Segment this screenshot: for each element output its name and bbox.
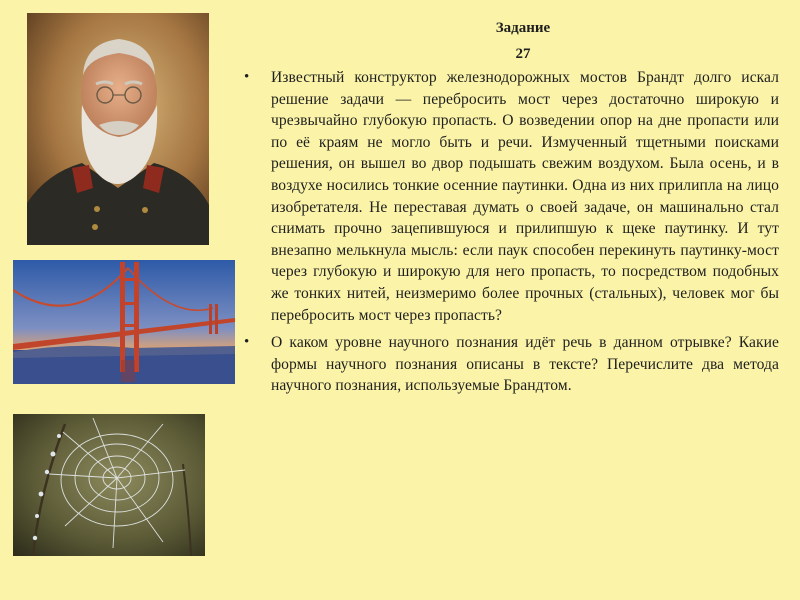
bridge-image xyxy=(13,260,235,384)
paragraph-story-text: Известный конструктор железнодорожных мостов Брандт долго искал решение задачи — перебросить мост через достаточно широкую и чрезвычайно глубокую пропасть. О возведении опор на дне пропасти или по её краям не могло быть и речи. Измученный тщетными поисками решения, он вышел во двор подышать свежим воздухом. Была осень, и в воздухе носились тонкие осенние паутинки. Одна из них прилипла на лицо изобретателя. Не переставая думать о своей задаче, он машинально стал снимать прочно зацепившуюся и прилипшую к щеке паутинку. И тут внезапно мелькнула мысль: если паук способен перекинуть паутинку-мост через глубокую и широкую для него пропасть, то посредством подобных же тонких нитей, неизмеримо более прочных (стальных), человек мог бы перебросить мост через пропасть? xyxy=(271,69,779,324)
spider-web-image xyxy=(13,414,205,556)
bullet-icon: • xyxy=(244,334,250,351)
text-content xyxy=(244,67,779,403)
spider-web-illustration xyxy=(13,414,205,556)
bridge-illustration xyxy=(13,260,235,384)
slide-title: Задание xyxy=(495,20,551,36)
portrait-image xyxy=(27,13,209,245)
bullet-icon: • xyxy=(244,69,250,85)
paragraph-story xyxy=(244,67,779,326)
paragraph-questions xyxy=(244,332,779,397)
portrait-illustration xyxy=(27,13,209,245)
paragraph-questions-text: О каком уровне научного познания идёт речь в данном отрывке? Какие формы научного познания описаны в тексте? Перечислите два метода научного познания, используемые Брандтом. xyxy=(271,334,779,395)
task-number: 27 xyxy=(515,46,531,62)
